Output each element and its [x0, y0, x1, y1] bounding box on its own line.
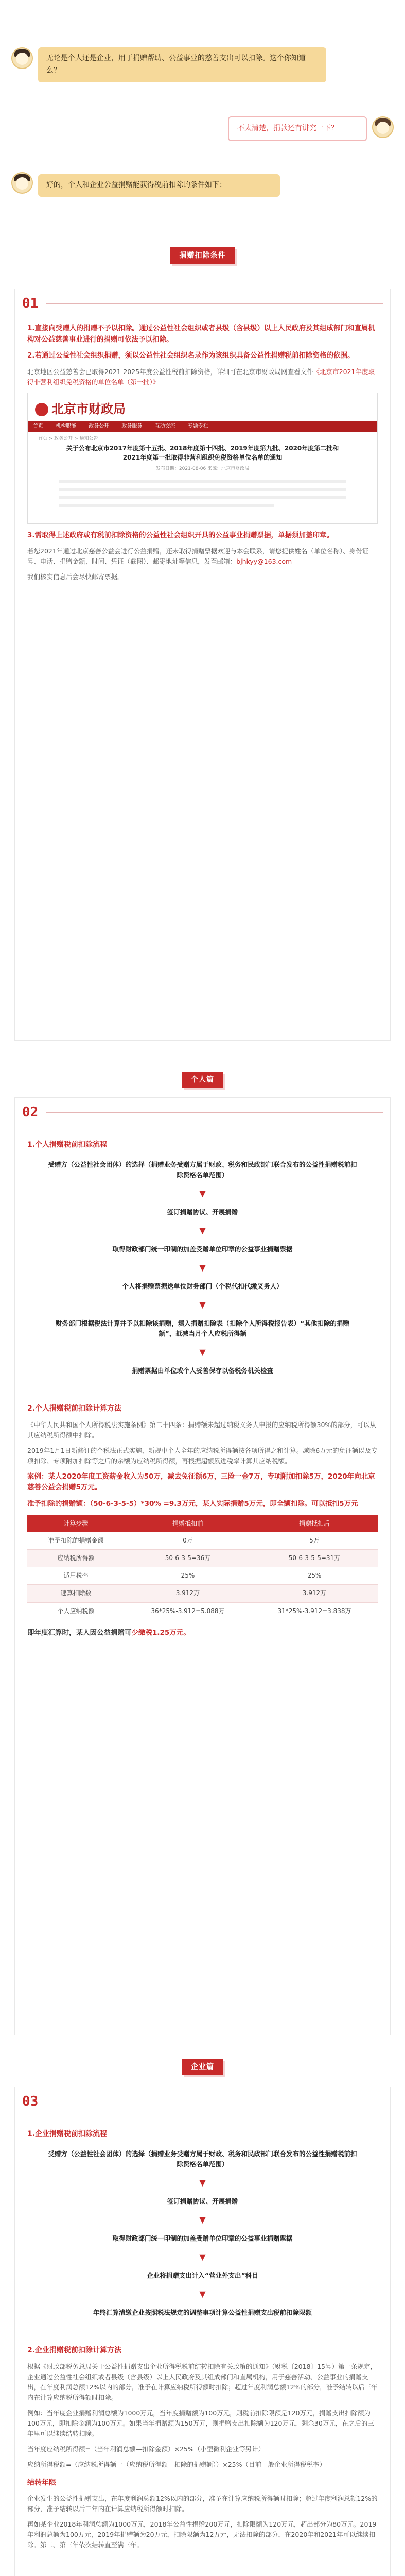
table-header: 捐赠抵扣后: [251, 1515, 378, 1532]
nav-item[interactable]: 首页: [33, 423, 43, 429]
enterprise-calc-heading: 2.企业捐赠税前扣除计算方法: [27, 2346, 122, 2355]
flow-step: 签订捐赠协议、开展捐赠: [167, 1208, 238, 1216]
card-number: 01: [22, 296, 39, 311]
flow-step: 受赠方（公益性社会团体）的选择（捐赠业务受赠方属于财政、税务和民政部门联合发布的公益性捐赠税前扣除资格名单范围）: [48, 1161, 357, 1179]
flow-step: 个人将捐赠票据送单位财务部门（个税代扣代缴义务人）: [122, 1282, 283, 1291]
arrow-down-icon: ▼: [199, 2252, 206, 2262]
flow-step: 签订捐赠协议、开展捐赠: [167, 2197, 238, 2206]
condition-2: 2.若通过公益性社会组织捐赠，须以公益性社会组织名录作为该组织具备公益性捐赠税前扣除资格的依据。: [27, 351, 355, 360]
condition-3: 3.需取得上述政府或有税前扣除资格的公益性社会组织开具的公益事业捐赠票据，单据须加盖印章。: [27, 531, 334, 539]
table-header: 捐赠抵扣前: [125, 1515, 251, 1532]
flow-step: 取得财政部门统一印制的加盖受赠单位印章的公益事业捐赠票据: [112, 1245, 293, 1253]
calc-example: 例如：当年度企业捐赠利润总额为1000万元，当年度捐赠额为100万元，则税前扣除限额是120万元，捐赠支出扣除额为100万元，即扣除金额为100万元。如果当年捐赠额为150万元，则捐赠支出扣除额为120万元，剩余30万元，在之后的三年里可以继续结转扣除。: [27, 2409, 374, 2437]
nav-item[interactable]: 专题专栏: [187, 423, 208, 429]
document-title: 关于公布北京市2017年度第十五批、2018年度第十四批、2019年度第九批、2020年度第二批和2021年度第一批取得非营利组织免税资格单位名单的通知: [66, 444, 339, 461]
saving-summary: 即年度汇算时，某人因公益捐赠可少缴税1.25万元。: [27, 1628, 190, 1637]
breadcrumb: 首页 > 政务公开 > 通知公告: [38, 436, 98, 442]
personal-calc-heading: 2.个人捐赠税前扣除计算方法: [27, 1404, 122, 1413]
carryover-example: 再如某企业2018年利润总额为1000万元，2018年公益性捐赠200万元，扣除限额为120万元，超出部分为80万元。2019年利润总额为100万元，2019年捐赠额为20万元，扣除限额为12万元，无法扣除的部分，在2020年和2021年可以继续扣除。第二、第三年依次结转直至满三年。: [27, 2520, 377, 2549]
formula: 准予扣除的捐赠额：（50-6-3-5-5）*30% =9.3万元，某人实际捐赠5万元，即全额扣除。可以抵扣5万元: [27, 1499, 358, 1508]
table-row: 速算扣除数 3.912万 3.912万: [27, 1585, 378, 1602]
chat-bubble-left: 好的，个人和企业公益捐赠能获得税前扣除的条件如下：: [38, 174, 280, 197]
avatar: [372, 116, 394, 138]
arrow-down-icon: ▼: [199, 2289, 206, 2299]
finance-bureau-screenshot: [27, 393, 378, 524]
avatar: [11, 172, 33, 194]
chat-bubble-left: 无论是个人还是企业，用于捐赠帮助、公益事业的慈善支出可以扣除。这个你知道么？: [38, 47, 326, 82]
card-conditions: [14, 289, 391, 1041]
calc-formula: 当年度应纳税所得额=（当年利润总额—扣除金额）×25%（小型微利企业等另计）: [27, 2445, 265, 2453]
arrow-down-icon: ▼: [199, 1189, 206, 1199]
nav-item[interactable]: 互动交流: [154, 423, 175, 429]
card-number: 02: [22, 1105, 39, 1120]
calc-formula: 应纳所得税额=（应纳税所得额一（应纳税所得额一扣除的捐赠额））×25%（目前一般企业所得税税率）: [27, 2460, 326, 2468]
calc-rule: 《中华人民共和国个人所得税法实施条例》第二十四条：捐赠额未超过纳税义务人申报的应纳税所得额30%的部分，可以从其应纳税所得额中扣除。: [27, 1420, 376, 1439]
enterprise-flow: [27, 2145, 378, 2322]
nav-item[interactable]: 政务服务: [121, 423, 143, 429]
flow-step: 企业将捐赠支出计入“营业外支出”科目: [147, 2272, 258, 2280]
nav-item[interactable]: 政务公开: [89, 423, 110, 429]
table-row: 应纳税所得额 50-6-3-5=36万 50-6-3-5-5=31万: [27, 1549, 378, 1567]
calc-rule: 2019年1月1日新修订的个税法正式实施，新规中个人全年的应纳税所得额按各项所得之和计算。减除6万元的免征额以及专项扣除、专项附加扣除等之后的余额为应纳税所得额，再根据超额累进税率计算其应纳税额。: [27, 1446, 378, 1465]
contact-email[interactable]: bjhkyy@163.com: [236, 557, 292, 566]
finance-bureau-logo: 北京市财政局: [35, 399, 126, 419]
arrow-down-icon: ▼: [199, 2215, 206, 2225]
arrow-down-icon: ▼: [199, 1300, 206, 1310]
contact-followup: 我们核实信息后会尽快邮寄票据。: [27, 573, 124, 581]
chat-bubble-right: 不太清楚，捐款还有讲究一下？: [228, 116, 367, 141]
carryover-heading: 结转年限: [27, 2478, 56, 2487]
section-title: 捐赠扣除条件: [0, 247, 405, 264]
personal-flow-heading: 1.个人捐赠税前扣除流程: [27, 1141, 108, 1149]
table-row: 个人应纳税额 36*25%-3.912=5.088万 31*25%-3.912=3.838万: [27, 1602, 378, 1620]
card-number: 03: [22, 2094, 39, 2109]
example: 案例：某人2020年度工资薪金收入为50万，减去免征额6万，三险一金7万，专项附加扣除5万，2020年向北京慈善公益会捐赠5万元。: [27, 1472, 375, 1492]
personal-flow: [27, 1156, 378, 1380]
table-row: 适用税率 25% 25%: [27, 1567, 378, 1585]
flow-step: 受赠方（公益性社会团体）的选择（捐赠业务受赠方属于财政、税务和民政部门联合发布的公益性捐赠税前扣除资格名单范围）: [48, 2150, 357, 2168]
site-nav: [28, 421, 377, 432]
card-enterprise: [14, 2087, 391, 2576]
flow-step: 财务部门根据税法计算并予以扣除该捐赠，填入捐赠扣除表（扣除个人所得税报告表）“其他扣除的捐赠额”，抵减当月个人应税所得额: [56, 1319, 349, 1338]
table-header: 计算步骤: [27, 1515, 125, 1532]
flow-step: 捐赠票据由单位或个人妥善保存以备税务机关检查: [131, 1367, 273, 1375]
arrow-down-icon: ▼: [199, 2178, 206, 2188]
document-meta: 发布日期：2021-08-06 来源：北京市财政局: [155, 466, 250, 471]
condition-2-note: 北京地区公益慈善会已取得2021-2025年度公益性税前扣除资格，详细可在北京市财政局网查看文件《北京市2021年度取得非营利组织免税资格的单位名单（第一批）》: [27, 367, 375, 386]
calc-rule: 根据《财政部税务总局关于公益性捐赠支出企业所得税税前结转扣除有关政策的通知》（财税〔2018〕15号）第一条规定，企业通过公益性社会组织或者县级（含县级）以上人民政府及其组成部门和直属机构，用于慈善活动、公益事业的捐赠支出，在年度利润总额12%以内的部分，准予在计算应纳税所得额时扣除；超过年度利润总额12%的部分，准予结转以后三年内在计算应纳税所得额时扣除。: [27, 2362, 378, 2401]
avatar: [11, 47, 33, 69]
condition-1: 1.直接向受赠人的捐赠不予以扣除。通过公益性社会组织或者县级（含县级）以上人民政府及其组成部门和直属机构对公益慈善事业进行的捐赠可依法予以扣除。: [27, 324, 376, 344]
personal-calc-table: [27, 1515, 378, 1620]
carryover-rule: 企业发生的公益性捐赠支出，在年度利润总额12%以内的部分，准予在计算应纳税所得额时扣除；超过年度利润总额12%的部分，准予结转以后三年内在计算应纳税所得额时扣除。: [27, 2495, 378, 2513]
flow-step: 年终汇算清缴企业按照税法规定的调整事项计算公益性捐赠支出税前扣除限额: [93, 2309, 312, 2317]
arrow-down-icon: ▼: [199, 1226, 206, 1236]
section-title: 企业篇: [0, 2059, 405, 2075]
arrow-down-icon: ▼: [199, 1263, 206, 1273]
flow-step: 取得财政部门统一印制的加盖受赠单位印章的公益事业捐赠票据: [112, 2234, 293, 2243]
card-personal: [14, 1097, 391, 2035]
contact-note: 若您2021年通过北京慈善公益会进行公益捐赠，还未取得捐赠票据欢迎与本会联系，请您提供姓名（单位名称）、身份证号、电话、捐赠金额、时间、凭证（截图）、邮寄地址等信息，发至邮箱：bjhkyy@163.com: [27, 547, 369, 566]
section-title: 个人篇: [0, 1072, 405, 1088]
table-row: 准予扣除的捐赠金额 0万 5万: [27, 1532, 378, 1550]
arrow-down-icon: ▼: [199, 1347, 206, 1358]
nav-item[interactable]: 机构职能: [56, 423, 77, 429]
enterprise-flow-heading: 1.企业捐赠税前扣除流程: [27, 2130, 108, 2138]
